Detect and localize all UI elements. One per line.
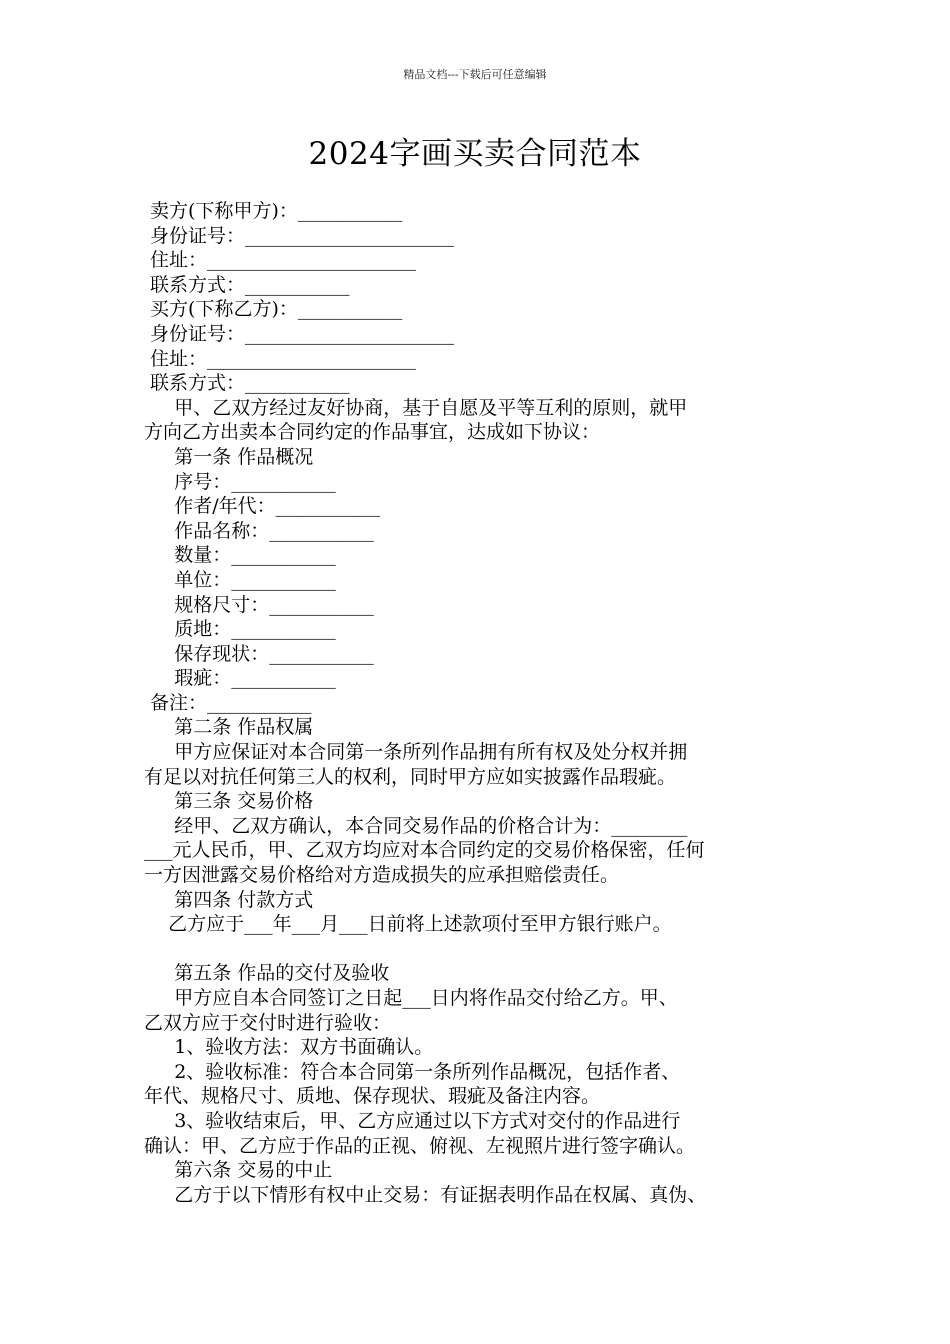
text-line: ___元人民币，甲、乙双方均应对本合同约定的交易价格保密，任何 (144, 839, 705, 862)
text-line: 甲方应保证对本合同第一条所列作品拥有所有权及处分权并拥 (144, 741, 688, 764)
text-line: 瑕疵：___________ (144, 667, 336, 690)
page-header: 精品文档---下载后可任意编辑 (403, 68, 547, 81)
text-line: 第四条 付款方式 (144, 888, 314, 911)
text-line: 经甲、乙双方确认，本合同交易作品的价格合计为：________ (144, 814, 688, 837)
text-line: 备注：___________ (144, 691, 312, 714)
document-body (144, 199, 814, 1207)
text-line: 3、验收结束后，甲、乙方应通过以下方式对交付的作品进行 (144, 1109, 681, 1132)
text-line: 质地：___________ (144, 618, 336, 641)
text-line: 住址：______________________ (144, 249, 417, 272)
text-line: 确认：甲、乙方应于作品的正视、俯视、左视照片进行签字确认。 (144, 1134, 696, 1157)
text-line: 第一条 作品概况 (144, 445, 314, 468)
text-line: 身份证号：______________________ (144, 224, 455, 247)
text-line: 保存现状：___________ (144, 642, 374, 665)
text-line: 一方因泄露交易价格给对方造成损失的应承担赔偿责任。 (144, 864, 620, 887)
text-line: 第五条 作品的交付及验收 (144, 962, 390, 985)
text-line: 规格尺寸：___________ (144, 593, 374, 616)
text-line: 有足以对抗任何第三人的权利，同时甲方应如实披露作品瑕疵。 (144, 765, 677, 788)
blank-line (144, 937, 814, 962)
text-line: 卖方(下称甲方)：___________ (144, 200, 403, 222)
text-line: 第六条 交易的中止 (144, 1159, 333, 1182)
text-line: 序号：___________ (144, 470, 336, 493)
text-line: 方向乙方出卖本合同约定的作品事宜，达成如下协议： (144, 421, 601, 444)
document-title: 2024字画买卖合同范本 (308, 136, 642, 172)
text-line: 2、验收标准：符合本合同第一条所列作品概况，包括作者、 (144, 1060, 681, 1083)
text-line: 1、验收方法：双方书面确认。 (144, 1036, 434, 1059)
text-line: 住址：______________________ (144, 347, 417, 370)
text-line: 甲、乙双方经过友好协商，基于自愿及平等互利的原则，就甲 (144, 396, 688, 419)
text-line: 数量：___________ (144, 544, 336, 567)
text-line: 乙方于以下情形有权中止交易：有证据表明作品在权属、真伪、 (144, 1183, 707, 1206)
text-line: 乙双方应于交付时进行验收： (144, 1011, 392, 1034)
text-line: 年代、规格尺寸、质地、保存现状、瑕疵及备注内容。 (144, 1085, 601, 1108)
text-line: 联系方式：___________ (144, 273, 350, 296)
text-line: 联系方式：___________ (144, 372, 350, 395)
text-line: 买方(下称乙方)：___________ (144, 298, 403, 321)
text-line: 单位：___________ (144, 568, 336, 591)
text-line: 作者/年代：___________ (144, 495, 381, 518)
text-line: 身份证号：______________________ (144, 322, 455, 345)
text-line: 第三条 交易价格 (144, 790, 314, 813)
text-line: 作品名称：___________ (144, 519, 374, 542)
text-line: 乙方应于___年___月___日前将上述款项付至甲方银行账户。 (144, 913, 672, 936)
text-line: 第二条 作品权属 (144, 716, 314, 739)
text-line: 甲方应自本合同签订之日起___日内将作品交付给乙方。甲、 (144, 987, 678, 1009)
